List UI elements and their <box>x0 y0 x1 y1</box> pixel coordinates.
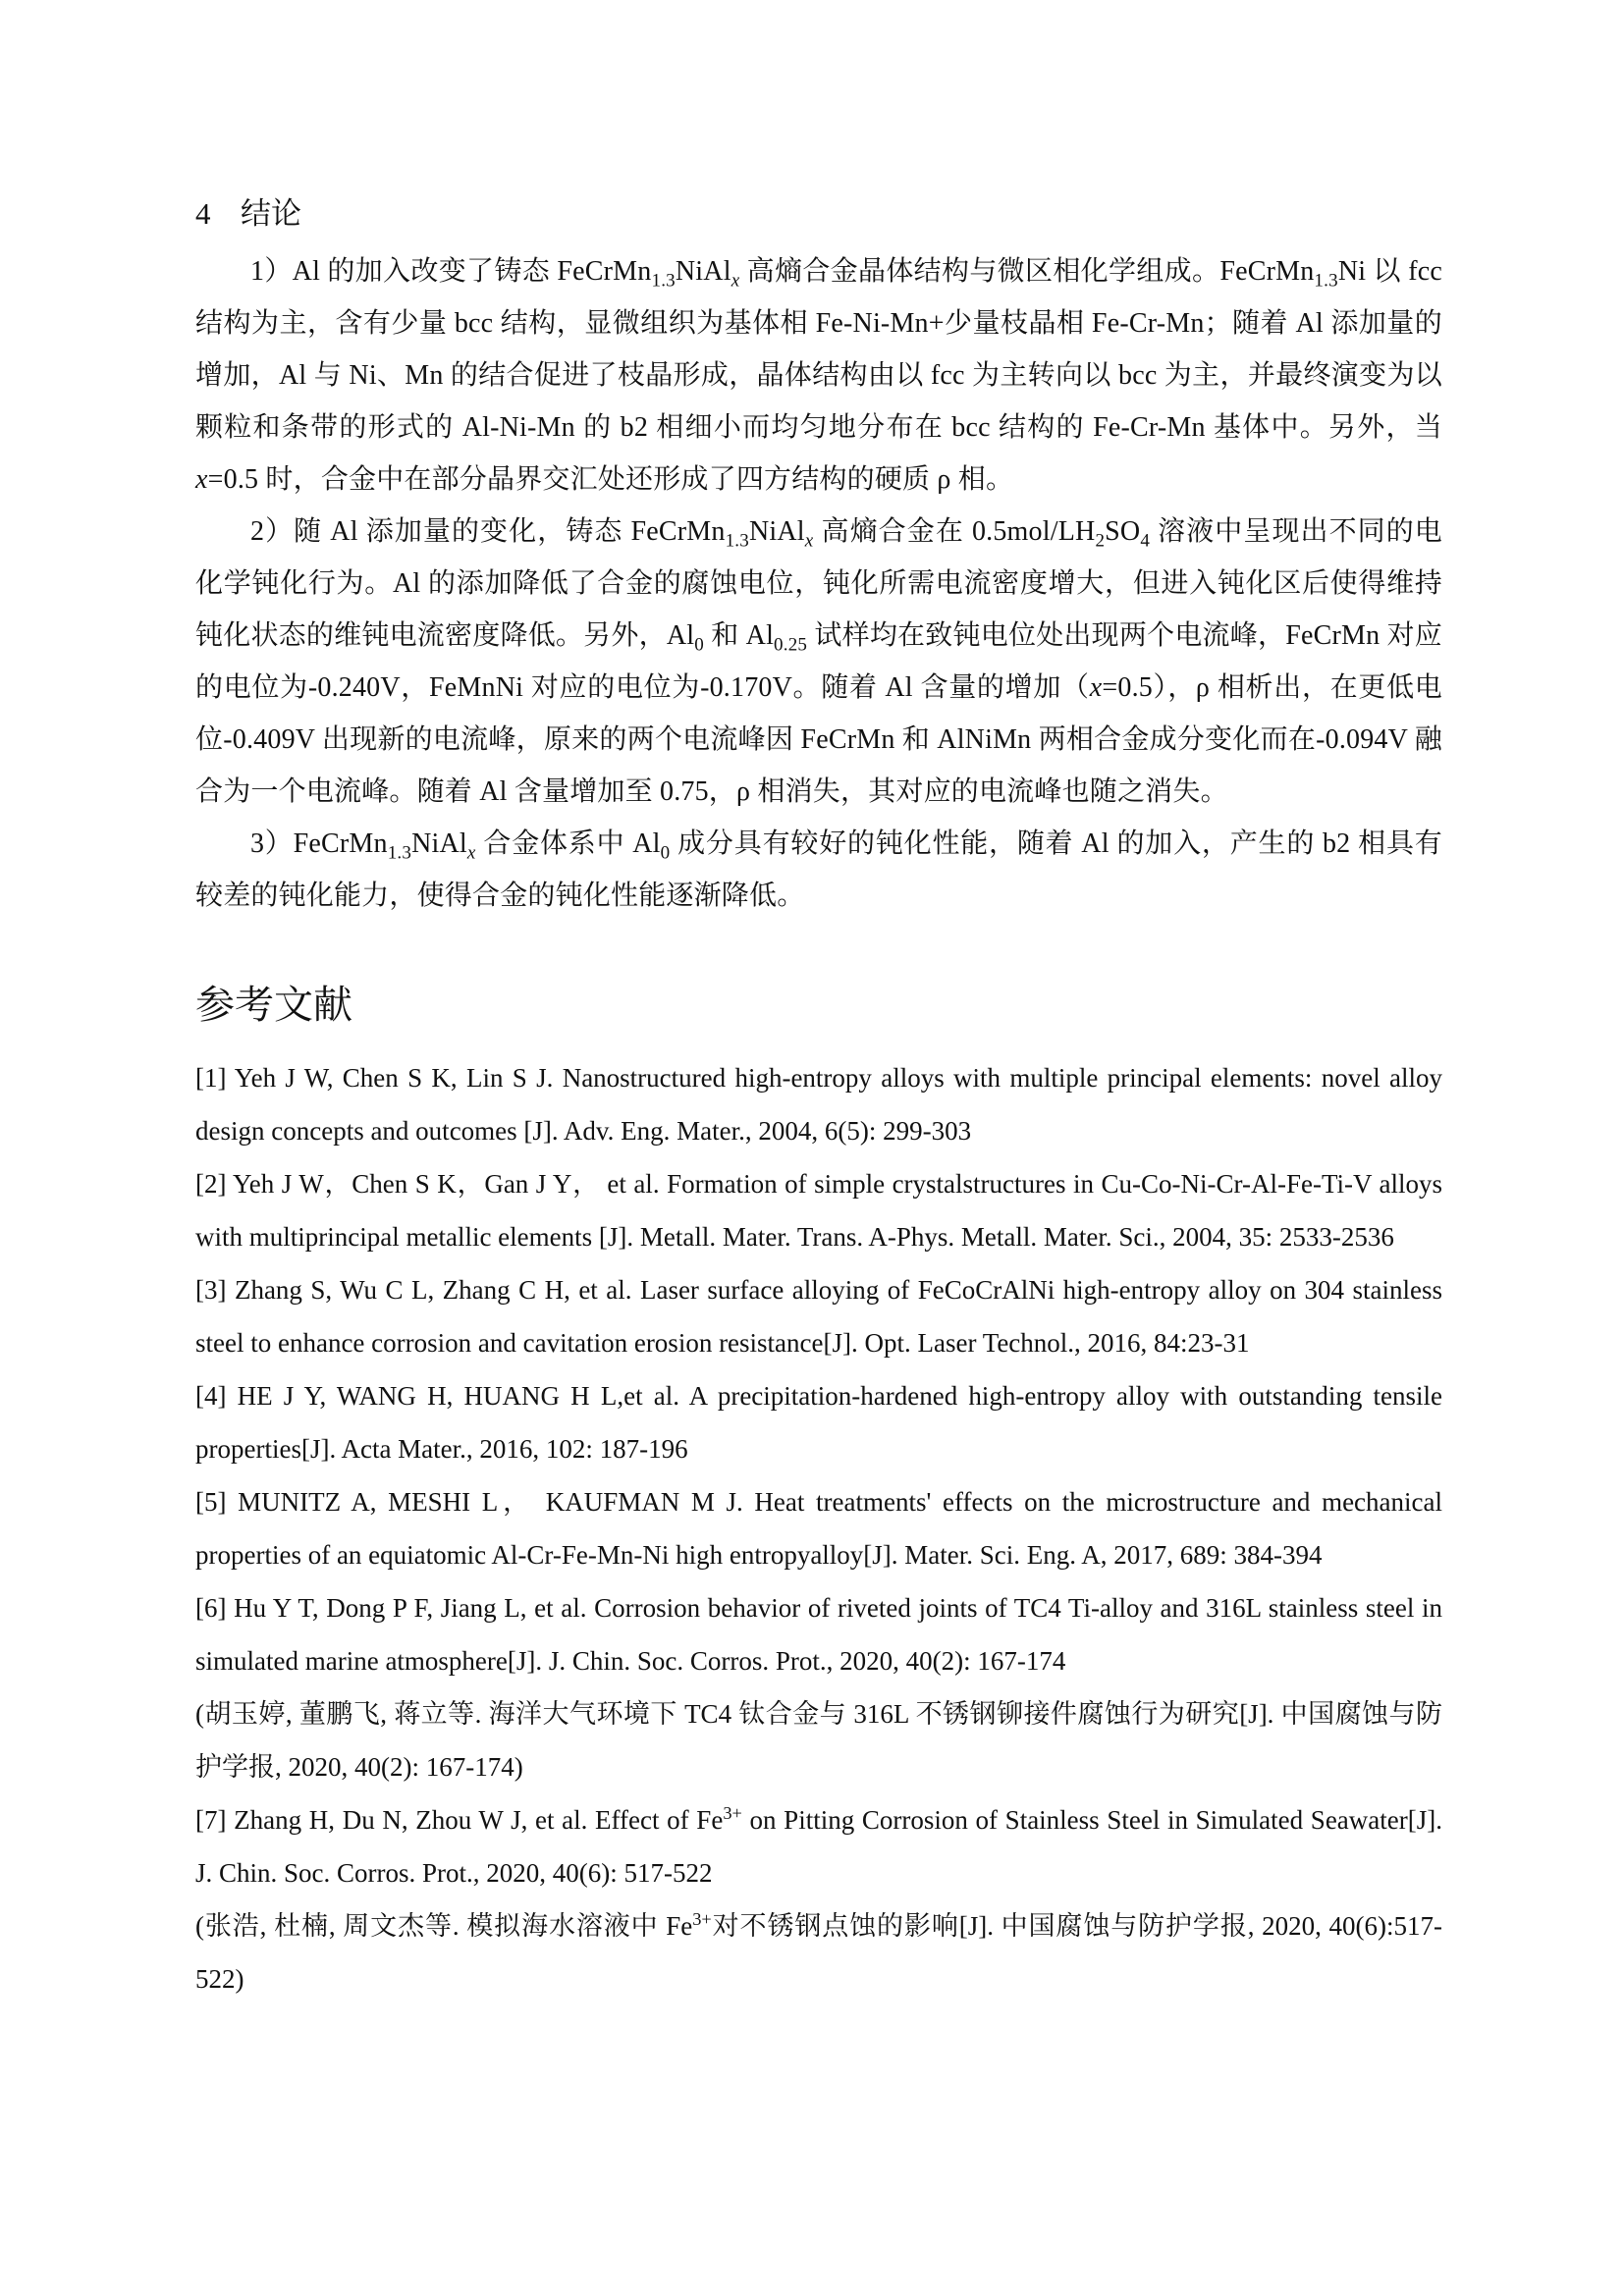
section-title: 结论 <box>241 196 301 231</box>
reference-item: [5] MUNITZ A, MESHI L， KAUFMAN M J. Heat treatments' effects on the microstructure and mechanical properties of an equiatomic Al-Cr-Fe-Mn-Ni high entropyalloy[J]. Mater. Sci. Eng. A, 2017, 689: 384-394 <box>195 1487 1442 1570</box>
reference-item-chinese: (胡玉婷, 董鹏飞, 蒋立等. 海洋大气环境下 TC4 钛合金与 316L 不锈钢铆接件腐蚀行为研究[J]. 中国腐蚀与防护学报, 2020, 40(2): 167-174) <box>195 1699 1442 1782</box>
conclusion-paragraph-3: 3）FeCrMn$_{1.3}$NiAl$_x$ 合金体系中 $Al_0$ 成分具有较好的钝化性能，随着 Al 的加入，产生的 b2 相具有较差的钝化能力，使得合金的钝化性能逐渐降低。 <box>195 828 1442 911</box>
reference-item: [7] Zhang H, Du N, Zhou W J, et al. Effect of $Fe^{3+}$ on Pitting Corrosion of Stainless Steel in Simulated Seawater[J]. J. Chin. Soc. Corros. Prot., 2020, 40(6): 517-522 <box>195 1803 1442 1888</box>
reference-item: [6] Hu Y T, Dong P F, Jiang L, et al. Corrosion behavior of riveted joints of TC4 Ti-alloy and 316L stainless steel in simulated marine atmosphere[J]. J. Chin. Soc. Corros. Prot., 2020, 40(2): 167-174 <box>195 1593 1442 1676</box>
reference-item-chinese: (张浩, 杜楠, 周文杰等. 模拟海水溶液中 $Fe^{3+}$对不锈钢点蚀的影响[J]. 中国腐蚀与防护学报, 2020, 40(6):517-522) <box>195 1909 1442 1994</box>
section-number: 4 <box>195 196 211 231</box>
conclusion-paragraph-1: 1）Al 的加入改变了铸态 FeCrMn$_{1.3}$NiAl$_x$ 高熵合金晶体结构与微区相化学组成。FeCrMn$_{1.3}$Ni 以 fcc 结构为主，含有少量 bcc 结构，显微组织为基体相 Fe-Ni-Mn+少量枝晶相 Fe-Cr-Mn；随着 Al 添加量的增加，Al 与 Ni、Mn 的结合促进了枝晶形成，晶体结构由以 fcc 为主转向以 bcc 为主，并最终演变为以颗粒和条带的形式的 Al-Ni-Mn 的 b2 相细小而均匀地分布在 bcc 结构的 Fe-Cr-Mn 基体中。另外，当 x=0.5 时，合金中在部分晶界交汇处还形成了四方结构的硬质 ρ 相。 <box>195 256 1442 495</box>
reference-item: [1] Yeh J W, Chen S K, Lin S J. Nanostructured high-entropy alloys with multiple principal elements: novel alloy design concepts and outcomes [J]. Adv. Eng. Mater., 2004, 6(5): 299-303 <box>195 1063 1442 1146</box>
conclusion-paragraph-2: 2）随 Al 添加量的变化，铸态 FeCrMn$_{1.3}$NiAl$_x$ 高熵合金在 $0.5mol/LH_2SO_4$ 溶液中呈现出不同的电化学钝化行为。Al 的添加降低了合金的腐蚀电位，钝化所需电流密度增大，但进入钝化区后使得维持钝化状态的维钝电流密度降低。另外，$Al_0$ 和 $Al_{0.25}$ 试样均在致钝电位处出现两个电流峰，FeCrMn 对应的电位为-0.240V，FeMnNi 对应的电位为-0.170V。随着 Al 含量的增加（x=0.5），ρ 相析出，在更低电位-0.409V 出现新的电流峰，原来的两个电流峰因 FeCrMn 和 AlNiMn 两相合金成分变化而在-0.094V 融合为一个电流峰。随着 Al 含量增加至 0.75，ρ 相消失，其对应的电流峰也随之消失。 <box>195 516 1443 807</box>
document-page <box>195 194 1442 2005</box>
reference-item: [4] HE J Y, WANG H, HUANG H L,et al. A precipitation-hardened high-entropy alloy with outstanding tensile properties[J]. Acta Mater., 2016, 102: 187-196 <box>195 1381 1442 1464</box>
section-heading-conclusion <box>195 194 1442 234</box>
references-heading: 参考文献 <box>195 983 352 1027</box>
reference-item: [3] Zhang S, Wu C L, Zhang C H, et al. Laser surface alloying of FeCoCrAlNi high-entropy alloy on 304 stainless steel to enhance corrosion and cavitation erosion resistance[J]. Opt. Laser Technol., 2016, 84:23-31 <box>195 1275 1442 1358</box>
reference-item: [2] Yeh J W，Chen S K，Gan J Y， et al. Formation of simple crystalstructures in Cu-Co-Ni-Cr-Al-Fe-Ti-V alloys with multiprincipal metallic elements [J]. Metall. Mater. Trans. A-Phys. Metall. Mater. Sci., 2004, 35: 2533-2536 <box>195 1169 1442 1252</box>
